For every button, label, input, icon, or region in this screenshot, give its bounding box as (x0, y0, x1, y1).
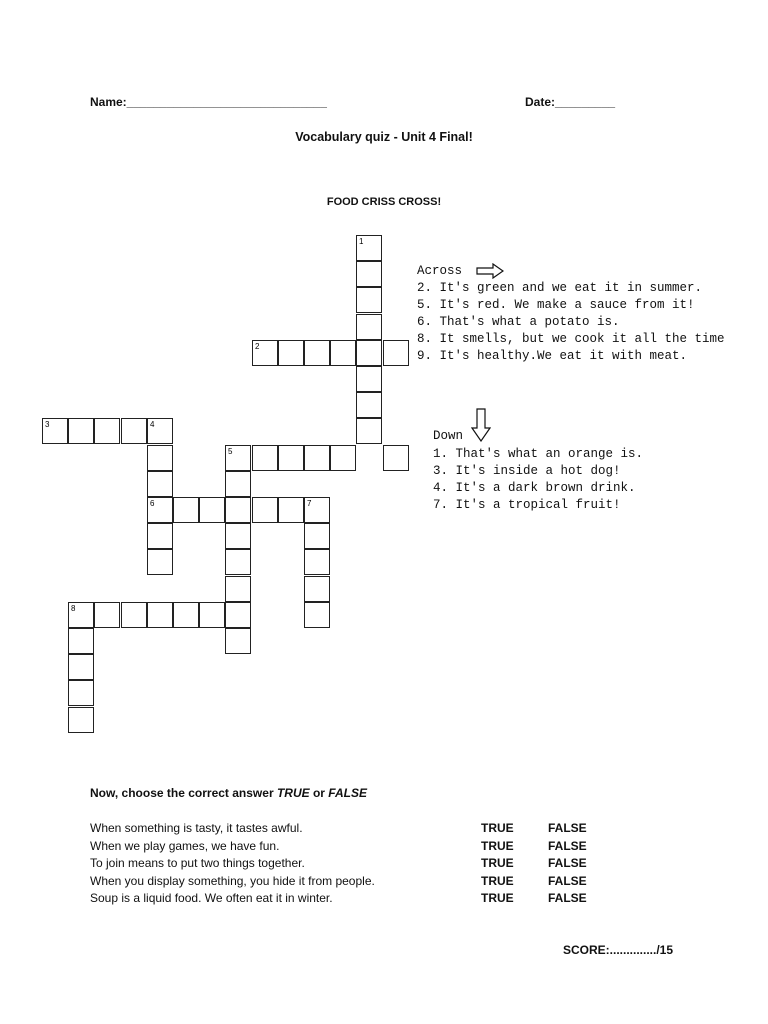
crossword-cell[interactable] (173, 497, 199, 523)
crossword-cell[interactable] (173, 602, 199, 628)
tf-statement: When something is tasty, it tastes awful. (90, 821, 303, 835)
across-clue: 8. It smells, but we cook it all the time (417, 332, 725, 346)
crossword-cell[interactable] (278, 340, 304, 366)
crossword-cell[interactable] (356, 418, 382, 444)
tf-instruction-true: TRUE (276, 786, 310, 800)
crossword-cell[interactable] (356, 392, 382, 418)
across-label: Across (417, 264, 463, 278)
crossword-cell[interactable] (356, 287, 382, 313)
down-clue: 3. It's inside a hot dog! (433, 464, 621, 478)
crossword-cell[interactable] (225, 523, 251, 549)
down-clue: 7. It's a tropical fruit! (433, 498, 621, 512)
quiz-title: Vocabulary quiz - Unit 4 Final! (295, 130, 473, 144)
crossword-cell[interactable] (199, 602, 225, 628)
clue-number: 7 (307, 499, 312, 508)
crossword-cell[interactable] (225, 602, 251, 628)
crossword-cell[interactable] (304, 549, 330, 575)
across-heading (417, 262, 504, 280)
score-line: SCORE:............../15 (563, 943, 674, 957)
crossword-cell[interactable] (94, 418, 120, 444)
crossword-cell[interactable] (147, 497, 173, 523)
arrow-down-icon (471, 408, 491, 442)
tf-statement: To join means to put two things together. (90, 856, 305, 870)
crossword-cell[interactable] (225, 497, 251, 523)
crossword-cell[interactable] (304, 445, 330, 471)
crossword-title: FOOD CRISS CROSS! (326, 196, 442, 208)
name-field[interactable]: Name:______________________________ (90, 95, 327, 109)
false-option[interactable]: FALSE (548, 891, 587, 905)
crossword-cell[interactable] (304, 523, 330, 549)
clue-number: 2 (255, 342, 260, 351)
clue-number: 1 (359, 237, 364, 246)
crossword-cell[interactable] (252, 497, 278, 523)
clue-number: 5 (228, 447, 233, 456)
across-clues (417, 280, 725, 365)
true-option[interactable]: TRUE (481, 839, 514, 853)
crossword-cell[interactable] (225, 445, 251, 471)
crossword-cell[interactable] (68, 707, 94, 733)
across-clue: 6. That's what a potato is. (417, 315, 620, 329)
across-clue: 5. It's red. We make a sauce from it! (417, 298, 695, 312)
tf-instruction-or: or (309, 786, 329, 800)
clue-number: 3 (45, 420, 50, 429)
true-option[interactable]: TRUE (481, 891, 514, 905)
across-clue: 9. It's healthy.We eat it with meat. (417, 349, 688, 363)
crossword-cell[interactable] (68, 680, 94, 706)
crossword-cell[interactable] (356, 235, 382, 261)
crossword-cell[interactable] (330, 445, 356, 471)
crossword-cell[interactable] (252, 340, 278, 366)
crossword-cell[interactable] (383, 340, 409, 366)
crossword-cell[interactable] (68, 628, 94, 654)
crossword-cell[interactable] (68, 654, 94, 680)
crossword-cell[interactable] (356, 366, 382, 392)
true-option[interactable]: TRUE (481, 856, 514, 870)
tf-statement: Soup is a liquid food. We often eat it in winter. (90, 891, 333, 905)
down-clue: 4. It's a dark brown drink. (433, 481, 636, 495)
clue-number: 4 (150, 420, 155, 429)
crossword-cell[interactable] (42, 418, 68, 444)
false-option[interactable]: FALSE (548, 821, 587, 835)
tf-instruction-prefix: Now, choose the correct answer (90, 786, 277, 800)
tf-instruction (90, 786, 367, 800)
crossword-cell[interactable] (356, 261, 382, 287)
crossword-cell[interactable] (252, 445, 278, 471)
crossword-cell[interactable] (304, 602, 330, 628)
crossword-cell[interactable] (330, 340, 356, 366)
crossword-cell[interactable] (225, 471, 251, 497)
crossword-cell[interactable] (147, 523, 173, 549)
date-field[interactable]: Date:_________ (525, 95, 616, 109)
crossword-cell[interactable] (147, 418, 173, 444)
tf-statement: When you display something, you hide it from people. (90, 874, 375, 888)
false-option[interactable]: FALSE (548, 839, 587, 853)
crossword-cell[interactable] (147, 471, 173, 497)
crossword-cell[interactable] (356, 314, 382, 340)
down-label: Down (433, 429, 464, 443)
tf-statement: When we play games, we have fun. (90, 839, 280, 853)
crossword-cell[interactable] (199, 497, 225, 523)
crossword-cell[interactable] (278, 497, 304, 523)
crossword-cell[interactable] (147, 549, 173, 575)
false-option[interactable]: FALSE (548, 856, 587, 870)
crossword-cell[interactable] (121, 418, 147, 444)
down-clues (433, 446, 643, 514)
tf-instruction-false: FALSE (328, 786, 367, 800)
arrow-right-icon (476, 263, 504, 279)
true-option[interactable]: TRUE (481, 821, 514, 835)
crossword-cell[interactable] (356, 340, 382, 366)
true-option[interactable]: TRUE (481, 874, 514, 888)
false-option[interactable]: FALSE (548, 874, 587, 888)
down-clue: 1. That's what an orange is. (433, 447, 644, 461)
crossword-cell[interactable] (225, 628, 251, 654)
crossword-cell[interactable] (94, 602, 120, 628)
crossword-cell[interactable] (225, 549, 251, 575)
crossword-cell[interactable] (304, 497, 330, 523)
crossword-cell[interactable] (121, 602, 147, 628)
clue-number: 8 (71, 604, 76, 613)
across-clue: 2. It's green and we eat it in summer. (417, 281, 703, 295)
crossword-cell[interactable] (225, 576, 251, 602)
crossword-cell[interactable] (304, 340, 330, 366)
crossword-cell[interactable] (147, 602, 173, 628)
clue-number: 6 (150, 499, 155, 508)
crossword-cell[interactable] (304, 576, 330, 602)
crossword-cell[interactable] (147, 445, 173, 471)
crossword-cell[interactable] (68, 418, 94, 444)
crossword-cell[interactable] (383, 445, 409, 471)
crossword-cell[interactable] (68, 602, 94, 628)
crossword-cell[interactable] (278, 445, 304, 471)
